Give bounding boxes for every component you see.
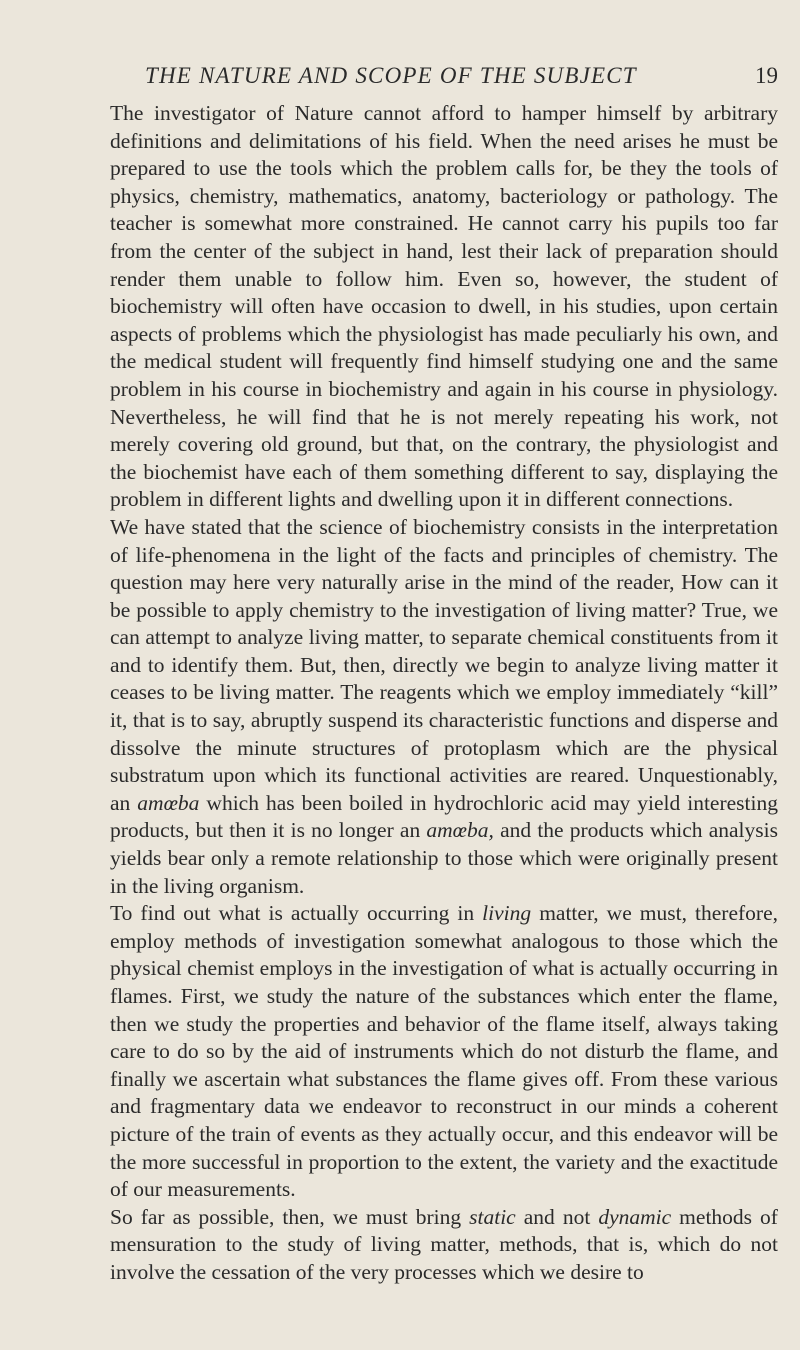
paragraph-1 (110, 100, 778, 514)
paragraph-3 (110, 900, 778, 1204)
paragraph-3-italic-living: living (482, 901, 532, 926)
running-title: THE NATURE AND SCOPE OF THE SUBJECT (145, 63, 637, 88)
paragraph-1-text: The investigator of Nature cannot afford to hamper himself by arbitrary definitions and delimitations of his field. When the need arises he must be prepared to use the tools which the problem calls for, be they the tools of physics, chemistry, mathematics, anatomy, bacteriology or pathology. The teacher is somewhat more constrained. He cannot carry his pupils too far from the center of the subject in hand, lest their lack of preparation should render them unable to follow him. Even so, however, the student of biochemistry will often have occasion to dwell, in his studies, upon certain aspects of problems which the physiologist has made peculiarly his own, and the medical student will frequently find himself studying one and the same problem in his course in biochemistry and again in his course in physiology. Nevertheless, he will find that he is not merely repeating his work, not merely covering old ground, but that, on the contrary, the physiologist and the biochemist have each of them something different to say, displaying the problem in different lights and dwelling upon it in different connections. (110, 101, 778, 512)
paragraph-2-part1: We have stated that the science of biochemistry consists in the interpretation of life-phenomena in the light of the facts and principles of chemistry. The question may here very naturally arise in the mind of the reader, How can it be possible to apply chemistry to the investigation of living matter? True, we can attempt to analyze living matter, to separate chemical constituents from it and to identify them. But, then, directly we begin to analyze living matter it ceases to be living matter. The reagents which we employ immediately “kill” it, that is to say, abruptly suspend its characteristic functions and disperse and dissolve the minute structures of protoplasm which are the physical substratum upon which its functional activities are reared. Unquestionably, an (110, 514, 778, 815)
paragraph-2 (110, 514, 778, 900)
paragraph-4 (110, 1204, 778, 1287)
paragraph-2-italic-amoeba: amœba (137, 790, 200, 815)
page-number: 19 (755, 63, 778, 88)
paragraph-2-italic-amoeba-2: amœba, (426, 818, 494, 843)
paragraph-4-italic-dynamic: dynamic (598, 1204, 672, 1229)
body-text (110, 100, 778, 1287)
paragraph-2-part2: which has been boiled in hydrochloric acid may yield interesting products, but then it is no longer an (110, 790, 778, 843)
paragraph-4-part1: So far as possible, then, we must bring (110, 1204, 470, 1229)
paragraph-2-part3: and the products which analysis yields bear only a remote relationship to those which were originally present in the living organism. (110, 818, 778, 898)
paragraph-3-part1: To find out what is actually occurring in (110, 901, 483, 926)
paragraph-3-part2: matter, we must, therefore, employ methods of investigation somewhat analogous to those which the physical chemist employs in the investigation of what is actually occurring in flames. First, we study the nature of the substances which enter the flame, then we study the properties and behavior of the flame itself, always taking care to do so by the aid of instruments which do not disturb the flame, and finally we ascertain what substances the flame gives off. From these various and fragmentary data we endeavor to reconstruct in our minds a coherent picture of the train of events as they actually occur, and this endeavor will be the more successful in proportion to the extent, the variety and the exactitude of our measurements. (110, 901, 778, 1202)
paragraph-4-part2: and not (515, 1204, 599, 1229)
paragraph-4-part3: methods of mensuration to the study of living matter, methods, that is, which do not involve the cessation of the very processes which we desire to (110, 1204, 778, 1284)
running-head (110, 55, 778, 95)
paragraph-4-italic-static: static (469, 1204, 516, 1229)
